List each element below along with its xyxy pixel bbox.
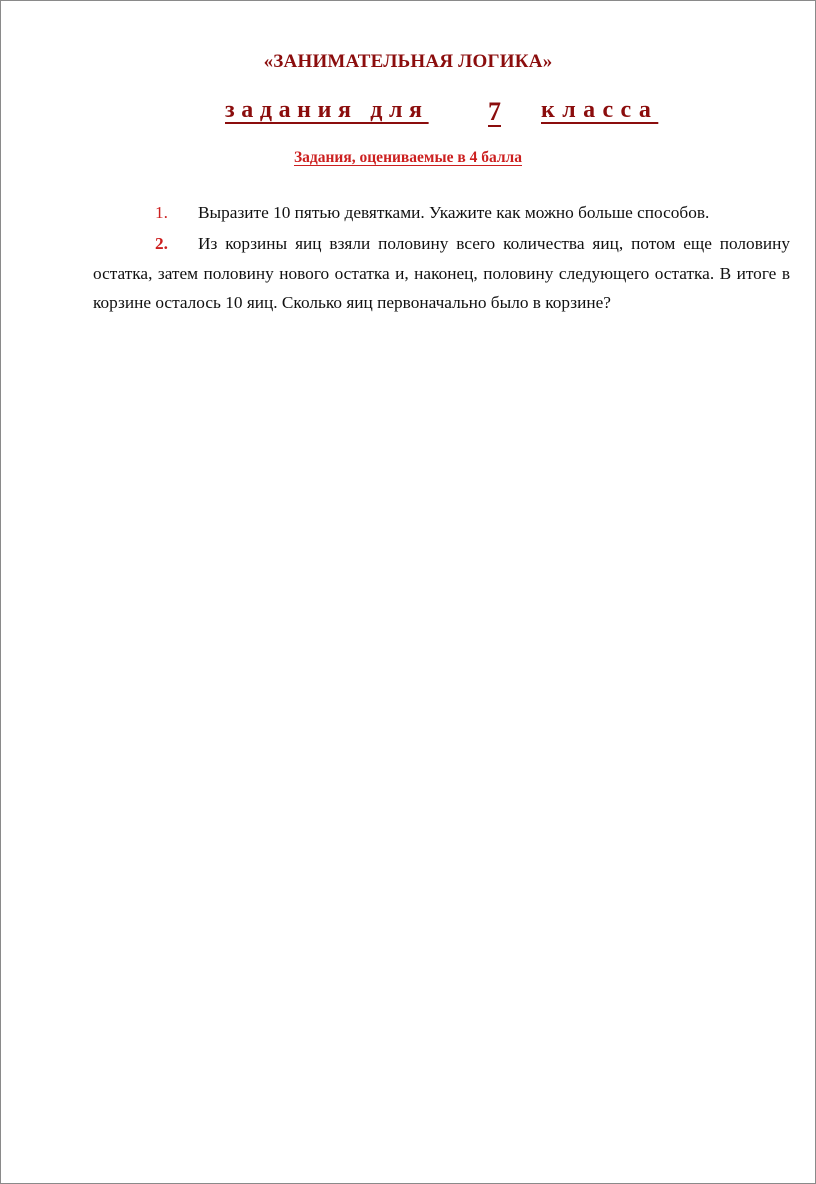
document-subtitle	[1, 97, 815, 131]
points-heading: Задания, оцениваемые в 4 балла	[293, 149, 522, 166]
subtitle-grade: 7	[488, 97, 501, 126]
task-item-1	[93, 198, 790, 228]
task-text-2: Из корзины яиц взяли половину всего количества яиц, потом еще половину остатка, затем половину нового остатка и, наконец, половину следующего остатка. В итоге в корзине осталось 10 яиц. Сколько яиц первоначально было в корзине?	[93, 234, 790, 312]
subtitle-words: задания для	[225, 97, 429, 123]
task-number-1: 1.	[155, 203, 168, 222]
task-text-1: Выразите 10 пятью девятками. Укажите как можно больше способов.	[198, 203, 710, 222]
task-number-2: 2.	[155, 234, 168, 253]
subtitle-class-word: класса	[541, 97, 659, 123]
task-item-2	[93, 229, 790, 318]
document-title: «ЗАНИМАТЕЛЬНАЯ ЛОГИКА»	[263, 51, 553, 72]
